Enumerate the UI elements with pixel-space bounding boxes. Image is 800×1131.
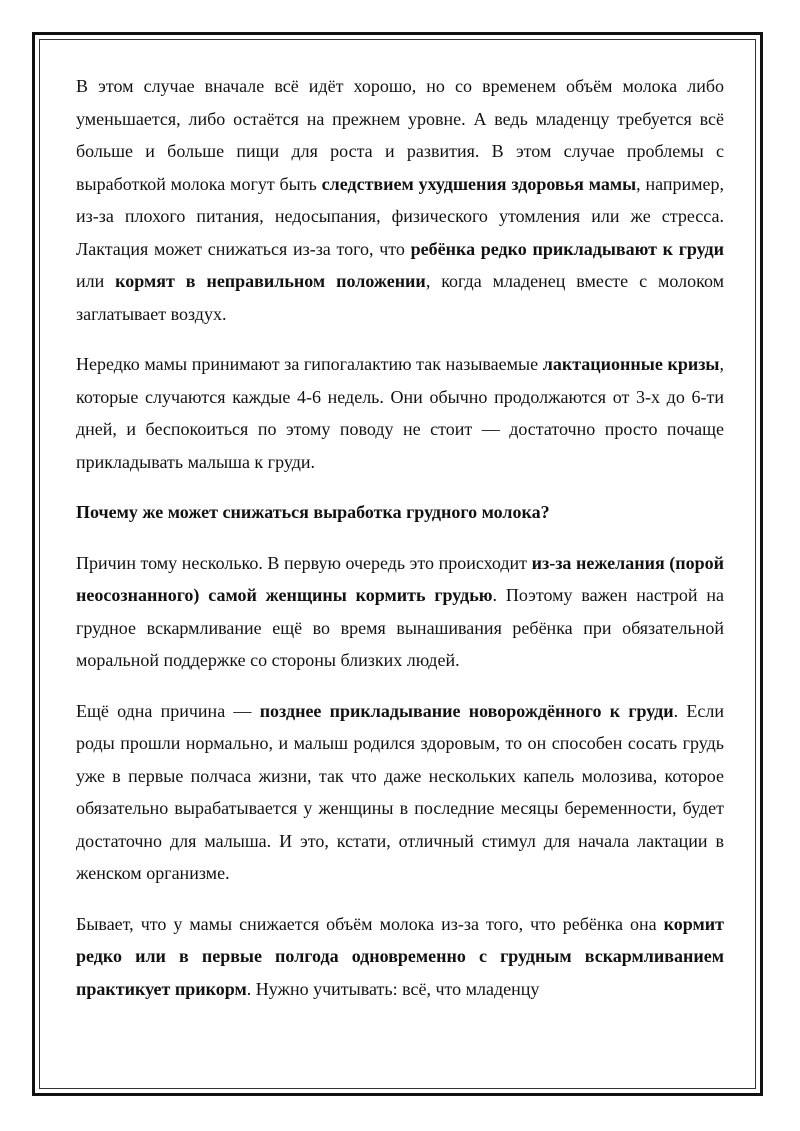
bold-text: следствием ухудшения здоровья мамы xyxy=(321,173,637,194)
bold-text: позднее прикладывание новорождённого к груди xyxy=(259,700,674,721)
text-run: В этом случае вначале всё идёт хорошо, но со временем объём молока либо уменьшается, либо остаётся на прежнем уровне. А ведь младенцу требуется всё больше и больше пищи для роста и развития. В этом случае проблемы с выработкой молока могут быть xyxy=(76,76,724,194)
text-run: или xyxy=(76,271,116,291)
text-run: , которые случаются каждые 4-6 недель. Они обычно продолжаются от 3-х до 6-ти дней, и беспокоиться по этому поводу не стоит — достаточно просто почаще прикладывать малыша к груди. xyxy=(76,354,724,472)
text-run: Нередко мамы принимают за гипогалактию так называемые xyxy=(76,354,543,374)
text-run: , например, из-за плохого питания, недосыпания, физического утомления или же стресса. Лактация может снижаться из-за того, что xyxy=(76,173,724,259)
bold-text: кормят в неправильном положении xyxy=(115,271,426,291)
text-run: Бывает, что у мамы снижается объём молока из-за того, что ребёнка она xyxy=(76,913,664,934)
bold-text: из-за нежелания (порой неосознанного) самой женщины кормить грудью xyxy=(76,552,724,605)
document-body xyxy=(76,70,724,1023)
paragraph xyxy=(76,908,724,1006)
paragraph xyxy=(76,695,724,890)
text-run: Причин тому несколько. В первую очередь это происходит xyxy=(76,552,532,573)
text-run: . Нужно учитывать: всё, что младенцу xyxy=(246,978,540,999)
text-run: . Если роды прошли нормально, и малыш родился здоровым, то он способен сосать грудь уже в первые полчаса жизни, так что даже нескольких капель молозива, которое обязательно вырабатывается у женщины в последние месяцы беременности, будет достаточно для малыша. И это, кстати, отличный стимул для начала лактации в женском организме. xyxy=(76,700,724,883)
text-run: Ещё одна причина — xyxy=(76,700,260,721)
bold-text: ребёнка редко прикладывают к груди xyxy=(410,238,724,259)
text-run: . Поэтому важен настрой на грудное вскармливание ещё во время вынашивания ребёнка при обязательной моральной поддержке со стороны близких людей. xyxy=(76,585,724,670)
bold-text: Почему же может снижаться выработка грудного молока? xyxy=(76,502,550,522)
bold-text: кормит редко или в первые полгода одновременно с грудным вскармливанием практикует прикорм xyxy=(76,913,724,999)
paragraph xyxy=(76,70,724,330)
bold-text: лактационные кризы xyxy=(542,354,720,374)
paragraph xyxy=(76,547,724,677)
paragraph xyxy=(76,348,724,478)
text-run: , когда младенец вместе с молоком заглатывает воздух. xyxy=(76,271,725,324)
section-heading xyxy=(76,496,724,529)
